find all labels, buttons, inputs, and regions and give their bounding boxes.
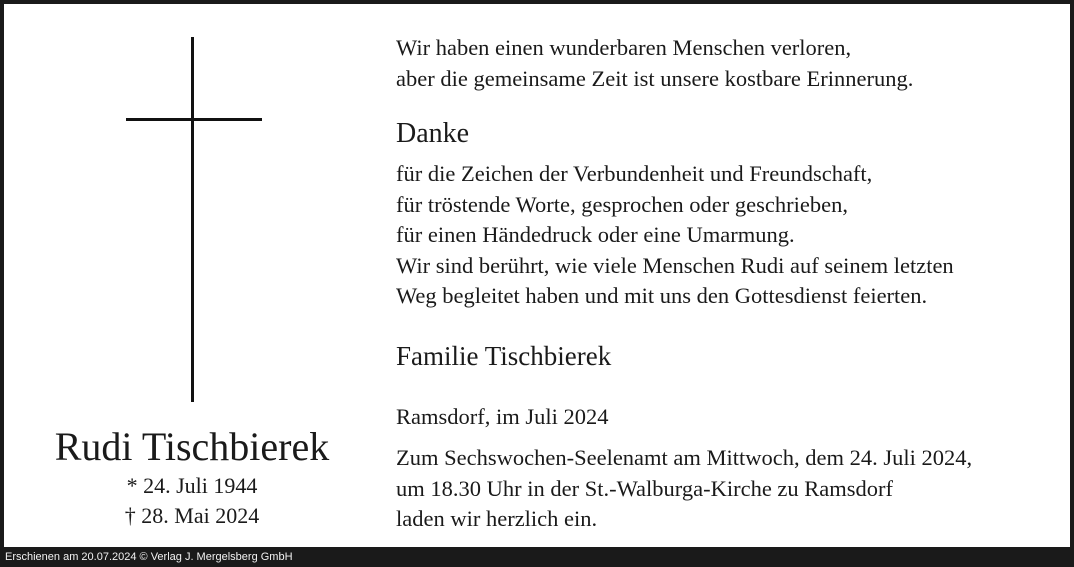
deceased-name: Rudi Tischbierek — [54, 424, 330, 469]
family-signature: Familie Tischbierek — [396, 341, 612, 371]
intro-text — [396, 33, 913, 94]
service-line: um 18.30 Uhr in der St.-Walburga-Kirche zu Ramsdorf — [396, 475, 894, 501]
danke-heading: Danke — [396, 118, 470, 149]
birth-date: * 24. Juli 1944 — [126, 473, 258, 498]
danke-line: für die Zeichen der Verbundenheit und Freundschaft, — [396, 161, 873, 186]
danke-line: für tröstende Worte, gesprochen oder geschrieben, — [396, 191, 848, 217]
service-line: laden wir herzlich ein. — [396, 506, 598, 531]
publication-footer: Erschienen am 20.07.2024 © Verlag J. Mergelsberg GmbH — [5, 551, 293, 563]
danke-line: Weg begleitet haben und mit uns den Gottesdienst feierten. — [396, 283, 928, 308]
obituary-card — [4, 4, 1070, 547]
intro-line: Wir haben einen wunderbaren Menschen verloren, — [396, 35, 852, 60]
service-line: Zum Sechswochen-Seelenamt am Mittwoch, dem 24. Juli 2024, — [396, 445, 973, 470]
service-text — [396, 443, 972, 535]
intro-line: aber die gemeinsame Zeit ist unsere kostbare Erinnerung. — [396, 65, 914, 91]
cross-icon-vertical — [191, 37, 194, 402]
cross-icon-horizontal — [126, 118, 262, 121]
danke-line: Wir sind berührt, wie viele Menschen Rudi auf seinem letzten — [396, 252, 954, 278]
danke-line: für einen Händedruck oder eine Umarmung. — [396, 222, 795, 247]
place-date: Ramsdorf, im Juli 2024 — [396, 404, 609, 429]
death-date: † 28. Mai 2024 — [124, 503, 260, 528]
danke-text — [396, 159, 954, 312]
